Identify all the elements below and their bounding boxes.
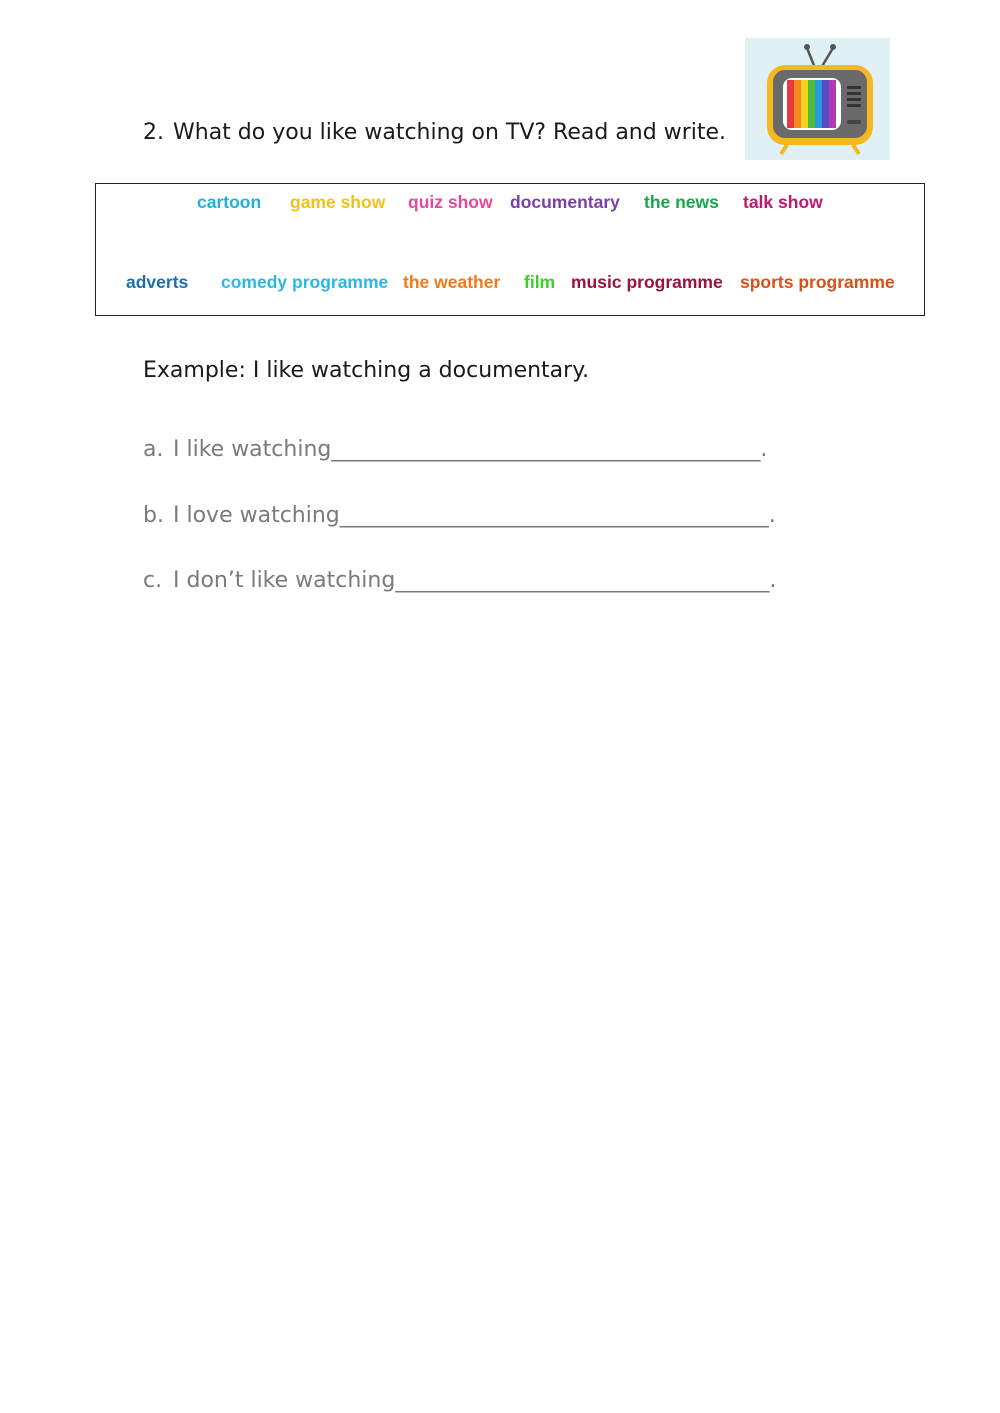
sentence-letter: c. <box>143 568 163 593</box>
word-game-show: game show <box>290 192 386 212</box>
word-adverts: adverts <box>126 272 189 292</box>
word-sports-programme: sports programme <box>740 272 895 292</box>
sentence-text: I love watching_______________________________________. <box>173 503 776 528</box>
sentence-letter: b. <box>143 503 164 528</box>
question-heading <box>143 120 726 145</box>
word-cartoon: cartoon <box>197 192 262 212</box>
sentence-letter: a. <box>143 437 164 462</box>
example-sentence: Example: I like watching a documentary. <box>143 358 590 383</box>
word-quiz-show: quiz show <box>408 192 493 212</box>
question-text: What do you like watching on TV? Read and write. <box>173 120 727 145</box>
word-documentary: documentary <box>510 192 620 212</box>
word-the-weather: the weather <box>403 272 501 292</box>
word-film: film <box>524 272 556 292</box>
sentence-a <box>143 437 767 462</box>
word-comedy-programme: comedy programme <box>221 272 389 292</box>
word-music-programme: music programme <box>571 272 723 292</box>
question-number: 2. <box>143 120 164 145</box>
sentence-text: I like watching_______________________________________. <box>173 437 768 462</box>
word-talk-show: talk show <box>743 192 823 212</box>
word-the-news: the news <box>644 192 719 212</box>
sentence-b <box>143 503 776 528</box>
sentence-text: I don’t like watching__________________________________. <box>173 568 777 593</box>
word-bank <box>95 183 925 316</box>
sentence-c <box>143 568 776 593</box>
tv-illustration <box>745 38 890 160</box>
